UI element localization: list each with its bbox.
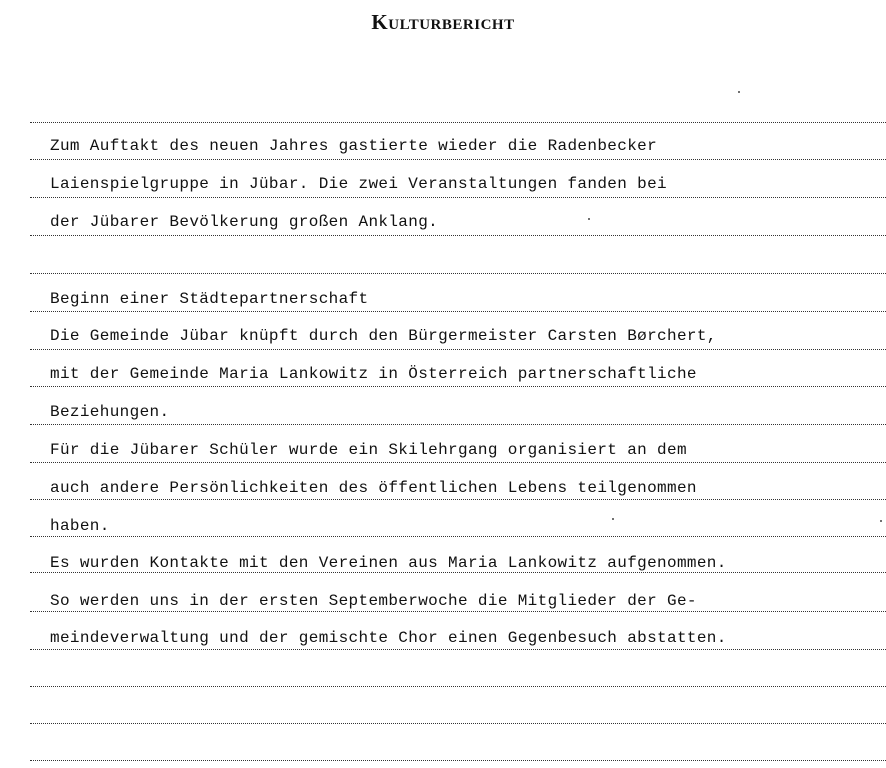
dotted-rule [30,122,886,123]
scan-speck [612,518,614,520]
text-line: meindeverwaltung und der gemischte Chor einen Gegenbesuch abstatten. [50,629,727,647]
scan-speck [738,91,740,93]
dotted-rule [30,760,886,761]
scan-speck [880,520,882,522]
dotted-rule [30,273,886,274]
dotted-rule [30,723,886,724]
scan-speck [588,218,590,220]
dotted-rule [30,462,886,463]
text-line: Für die Jübarer Schüler wurde ein Skilehrgang organisiert an dem [50,441,687,459]
text-line: haben. [50,517,110,535]
ruled-lines [30,0,886,768]
text-line: Die Gemeinde Jübar knüpft durch den Bürgermeister Carsten Børchert, [50,327,717,345]
dotted-rule [30,311,886,312]
dotted-rule [30,424,886,425]
text-line: mit der Gemeinde Maria Lankowitz in Österreich partnerschaftliche [50,365,697,383]
section-heading: Beginn einer Städtepartnerschaft [50,290,369,308]
dotted-rule [30,611,886,612]
text-line: Laienspielgruppe in Jübar. Die zwei Veranstaltungen fanden bei [50,175,667,193]
text-line: Zum Auftakt des neuen Jahres gastierte wieder die Radenbecker [50,137,658,155]
text-line: So werden uns in der ersten Septemberwoche die Mitglieder der Ge- [50,592,697,610]
text-line: der Jübarer Bevölkerung großen Anklang. [50,213,439,231]
text-line: Es wurden Kontakte mit den Vereinen aus Maria Lankowitz aufgenommen. [50,554,727,572]
page-title: Kulturbericht [371,10,515,34]
dotted-rule [30,649,886,650]
dotted-rule [30,197,886,198]
text-line: Beziehungen. [50,403,170,421]
text-line: auch andere Persönlichkeiten des öffentlichen Lebens teilgenommen [50,479,697,497]
dotted-rule [30,536,886,537]
dotted-rule [30,235,886,236]
dotted-rule [30,499,886,500]
dotted-rule [30,686,886,687]
dotted-rule [30,386,886,387]
dotted-rule [30,159,886,160]
dotted-rule [30,349,886,350]
